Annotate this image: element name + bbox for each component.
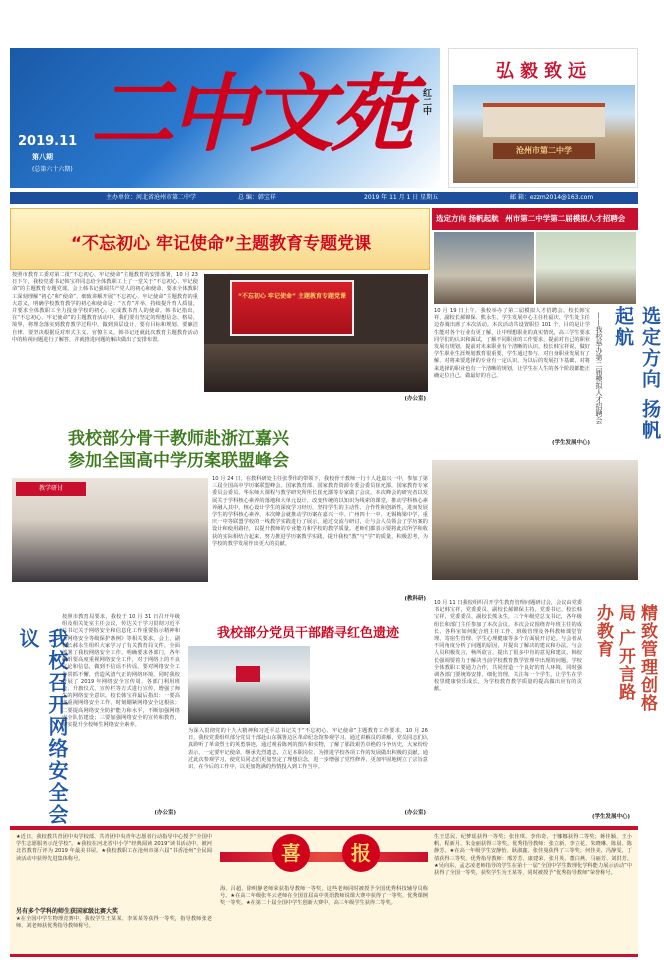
happy-news-col3: 生王思民、纪梦瑶获得一等奖；张佳琪、李伟奇、于娜娜获得二等奖；蒋佳颖、王小帆、程新月、朱金丽获得三等奖。优秀指导教师：张立新、李立花、朱晓琳、陈晨、陈静芳。★在高一年级学生安静怡、耿淑鑫、张佳曼获得了三等奖；何佳美、冯静雯、丁倩获得三等奖。优秀指导教师：邢芳芳、康建荣、张月英、董白燕、马丽芳、刘洪芳。★吴向东、孟志凌老师指导的学生在第十一届“全国中学生数理化学科能力展示活动”中获得了全国一等奖，获奖学生为王某等，同时被授予“优秀指导教师”荣誉称号。 [434, 834, 632, 877]
happy-news-col1: ★近日，我校教共青团中央学校部、共青团中央青年志愿者行动指导中心授予“全国中学生志愿服务示范学校”。★我校在河北省中小学“经典阅读 2019”读书活动中，被河北省教育厅评为 2019 年最美书屋。★我校教职工在沧州市第六届“书香沧州”全民阅读活动中获得先进集体称号。 [16, 834, 212, 862]
article2-body: 10 月 19 日上午，我校举办了第二届模拟人才招聘会。校长韩宝祥、副校长郝锦保、熊永生，学生发展中心主任杜福庆、学生处主任边春骑出席了本次活动。本次活动共设置职位 101 个，目的是让学生能对各个行业有更了解，让中理想职业的真实情况，高三学生要求同学们的认识和面试，了解不同职业的工作要求，提前对自己的职业发展有规划，提前对未来职业有个清晰的认识。校长韩宝祥说，做好学生职业生涯规划教育很重要，学生通过参与，对自身职业发展有了解，对将来要选择的专业有一定认识，为以后的发展打下基础，对将来选择的职业也有一个清晰的规划，让学生在人生的各个阶段都能正确定位自己，做最好的自己。 [434, 308, 590, 379]
happy-news-col2: 海、吕超、徐明静老师荣获指导教师一等奖，这些老师同时被授予全国优秀科技辅导员称号。★在高二年级张冬云老师在全国首届高中英语教师说课大赛中获得了一等奖、优秀课例奖一等奖。★在第二十届全国中学生创新大赛中，高三年级学生获得二等奖。 [220, 886, 428, 907]
happy-news-col1-title: 另有多个学科的师生获国家级比赛大奖 [16, 908, 119, 915]
management-meeting-photo [432, 460, 638, 580]
article3-headline-line1: 我校部分骨干教师赴浙江嘉兴 [68, 429, 289, 449]
article6-body: 10 月 11 日我校组织召开学生教育管理问题研讨会，会议由党委书记韩宝祥，党委委员、副校长郝锦保主持，党委书记、校长韩宝祥，党委委员、副校长熊永生，三个年级党总支书记，各年级组长和部门主任参加了本次会议。本次会议围绕青年班主任的成长、各科室如何配合班主任工作、班级管理及各科教师课堂管理、寄宿生管理、学生心理健康等多个方面展开讨论。与会者从不同角度分析了问题的原因，并提出了解决的建议和办法。与会人员积极发言，畅所欲言，提出了很多中肯的意见和建议。韩校长强调要着力于解决当前学校教育教学管理中出现的问题，学校全体教职工要通力合作，共同营造一个良好的育人环境，同时强调各部门要统筹安排、细化管理，关注每一个学生，让学生在学校里健康快乐成长，为学校教育教学质量的提高做出应有的贡献。 [434, 600, 582, 693]
jiaxing-group-photo [12, 478, 208, 582]
sponsor-text: 主办单位：河北省沧州市第二中学 [106, 194, 197, 201]
jiaxing-photo-banner: 教学研讨 [16, 482, 86, 496]
recruitment-photo-2 [536, 232, 636, 304]
lecture-audience [204, 344, 428, 392]
lecture-slide-text: “不忘初心 牢记使命” 主题教育专题党课 [237, 293, 347, 300]
article2-banner [432, 208, 638, 230]
motto-panel [448, 48, 638, 188]
school-building [483, 103, 605, 137]
happy-news-emblem [220, 834, 428, 884]
happy-news-section [10, 830, 638, 954]
article3-body: 10 月 24 日，在教科研处主任张季伟的带领下，我校骨干教师一行十人赴嘉兴一中，参加了第三届全国高中学历案联盟峰会。国家教育部、国家教育资源专委会委员崔允漷，国家教育专家委员会委员、华东师大课程与教学研究所所长崔允漷等专家做了会议。本次峰会的研究者以发展关于学科核心素养的落地和大单元设计，改变传统的以知识为线索的课堂，推动学科核心素养融入其中，核心设计学生的深度学习经历，坚持学生的主动性、合作性和创新性，进而发展学生的学科核心素养。本次峰会就推动学历案在嘉兴一中、广州四十一中、无锡梅梁中学、重庆一中等联盟学校的一线教学实践进行了展示，通过交流与研讨，让与会人员领会了学历案的设计和使用路径，以提升教师的专业能力和学校的教学质量。老师们都表示要将此次所学和收获的实际相结合起来，努力推进学历案教学实践，提升我校“教”与“学”的质量，积极思考，为学校的教学发展作出更大的贡献。 [212, 476, 428, 547]
issue-number: 第八期 [32, 153, 53, 161]
article2-tag: 选定方向 扬帆起航 [436, 214, 499, 223]
article1-headline: “不忘初心 牢记使命”主题教育专题党课 [70, 234, 372, 254]
lecture-slide-screen [230, 280, 354, 336]
article4-byline: (办公室) [154, 810, 176, 816]
info-bar [10, 192, 638, 204]
article1-byline: (办公室) [404, 396, 426, 402]
masthead-title: 二中文苑 [90, 64, 411, 163]
party-flag [236, 666, 260, 682]
masthead-seal: 红二中 [421, 88, 431, 115]
email-text: 邮 箱：ezzm2014@163.com [510, 194, 594, 201]
party-lecture-photo [204, 274, 428, 392]
article5-byline: (办公室) [404, 810, 426, 816]
article2-banner-text: 州市第二中学第二届模拟人才招聘会 [505, 214, 626, 223]
happy-news-bottom-border [10, 954, 638, 957]
masthead [10, 48, 440, 188]
school-sign: 沧州市第二中学 [493, 143, 595, 159]
article5-body: 为深入贯彻党的十九大精神和习近平总书记关于“不忘初心、牢记使命”主题教育工作要求，10 月 26 日，我校党委组织部分党员干部赴山东冀鲁边区革命纪念馆参观学习。通过讲解员的讲解，党员同志们认真聆听了革命烈士的英勇事迹，通过观看陈列的图片和实物，了解了那段艰苦卓绝的斗争历史，大家纷纷表示，一定要牢记使命，继承先烈遗志，立足本职岗位，为推进学校各项工作的发展做出积极的贡献。通过此次参观学习，使党员同志们更加坚定了理想信念，进一步增强了党性修养，更加牢固地树立了宗旨意识，在今后的工作中，以更加饱满的热情投入到工作当中。 [188, 728, 428, 771]
article2-headline: 选定方向 扬帆起航 [612, 306, 661, 441]
editor-text: 总 编：韩宝祥 [238, 194, 276, 201]
article2-byline: (学生发展中心) [551, 440, 590, 446]
happy-news-ribbon [220, 852, 428, 862]
article4-headline: 我校召开网络安全会议 [16, 628, 69, 826]
pubdate-text: 2019 年 11 月 1 日 星期五 [364, 194, 439, 201]
issue-date: 2019.11 [18, 134, 78, 149]
article5-headline: 我校部分党员干部踏寻红色遗迹 [216, 626, 399, 641]
article3-headline-line2: 参加全国高中学历案联盟峰会 [68, 451, 289, 471]
issue-serial: (总第六十六期) [32, 166, 73, 173]
article3-header [10, 420, 430, 472]
article1-header [10, 208, 430, 270]
article2-subhead: ——我校举办第二届模拟人才招聘会 [595, 312, 603, 424]
article1-body: 按照市教育工委对第二批“不忘初心、牢记使命”主题教育的安排部署，10 月 23 日下午，我校党委书记韩宝祥同志给全体教职工上了一堂关于“不忘初心、牢记使命”的主题教育专题党课。会上韩书记强调共产党人的初心和使命，要求全体教职工深刻理解“初心”和“使命”，细致讲解开展“不忘初心、牢记使命”主题教育的重大意义，明确学校教育教学的初心和使命是：“五育”并举，持续提升育人质量。并要求全体教职工全力投身学校的初心，完成教书育人的使命。韩书记指出，在“不忘初心、牢记使命”的主题教育活动中，我们要有坚定的理想信念、格局、境界，将理念落实到教育教学过程中，做到顶层设计、要有目标和规划、要廉洁自律、要坚决根据反对形式主义、官僚主义。韩书记还就此次教育主题教育活动中的检视问题进行了解答，并就推进问题的解决做出了安排布置。 [12, 272, 198, 343]
red-heritage-photo [188, 646, 310, 724]
article4-body: 按照市教育局要求，我校于 10 月 31 日召开年级组及相关处室主任会议，传达关于学习贯彻习近平总书记关于网络安全和信息化工作重要指示精神和《网络安全等级保护条例》等相关要求，会上，副校长郝永生组织大家学习了有关教育局文件，全面部署了我校网络安全工作。明确要求各部门，各年级组要高度重视网络安全工作，对于网络上的不良言论和信息，做到不信谣不传谣，要对网络安全工作常抓不懈，营造风清气正的网络环境。同时我校开展了 2019 年网络安全宣传周，各部门利用班会、升旗仪式、宣传栏等方式进行宣传，增强了师生的网络安全意识。校长韩宝祥最后指出：一要高度重视网络安全工作，时刻绷紧网络安全这根弦；二要提高网络安全防护能力和水平，不断加强网络安全队伍建设；三要加强网络安全的宣传和教育，切实提升全校师生网络安全素养。 [62, 614, 180, 729]
happy-news-col1-more: ★在全国中学生物理竞赛中，我校学生王某某、李某某等获得一等奖，指导教师张老师、刘老师获优秀指导教师称号。 [16, 916, 212, 930]
article3-byline: (教科研) [404, 596, 426, 602]
recruitment-photo-1 [434, 232, 534, 304]
article6-byline: (学生发展中心) [591, 814, 630, 820]
school-gate-photo [453, 85, 635, 183]
article6-headline: 精致管理创格局 广开言路办教育 [593, 604, 657, 712]
happy-news-xi: 喜 [272, 834, 310, 872]
happy-news-bao: 报 [342, 834, 380, 872]
motto-text: 弘毅致远 [496, 61, 592, 82]
